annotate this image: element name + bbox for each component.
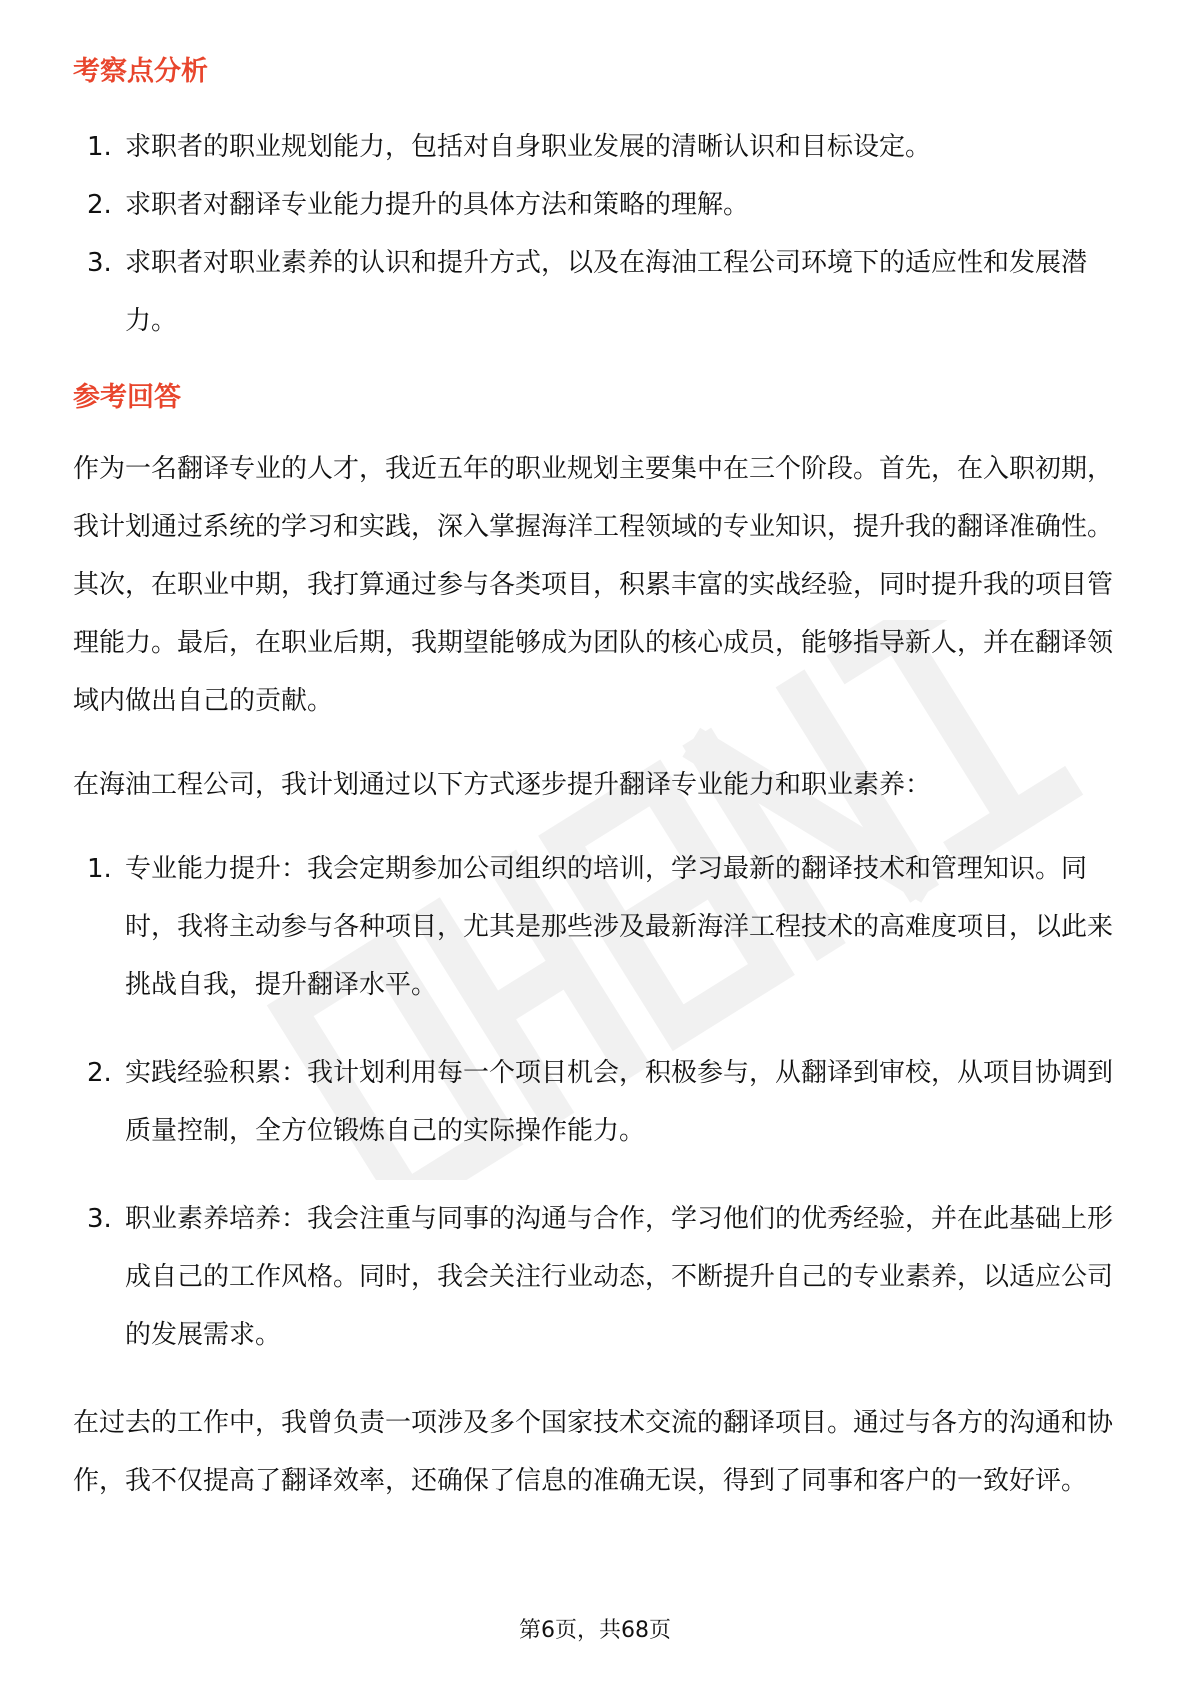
analysis-list: [73, 118, 1118, 350]
list-number: 1.: [87, 854, 112, 884]
list-item-text: 职业素养培养：我会注重与同事的沟通与合作，学习他们的优秀经验，并在此基础上形成自己的工作风格。同时，我会关注行业动态，不断提升自己的专业素养，以适应公司的发展需求。: [125, 1204, 1114, 1350]
answer-intro-paragraph: 作为一名翻译专业的人才，我近五年的职业规划主要集中在三个阶段。首先，在入职初期，我计划通过系统的学习和实践，深入掌握海洋工程领域的专业知识，提升我的翻译准确性。其次，在职业中期，我打算通过参与各类项目，积累丰富的实战经验，同时提升我的项目管理能力。最后，在职业后期，我期望能够成为团队的核心成员，能够指导新人，并在翻译领域内做出自己的贡献。: [73, 454, 1114, 716]
list-item: [73, 176, 1118, 234]
list-item: [73, 840, 1118, 1014]
answer-list: [73, 840, 1118, 1364]
list-item: [73, 118, 1118, 176]
list-number: 1.: [87, 132, 112, 162]
list-item-text: 求职者对翻译专业能力提升的具体方法和策略的理解。: [125, 190, 750, 220]
answer-lead-paragraph: 在海油工程公司，我计划通过以下方式逐步提升翻译专业能力和职业素养：: [73, 770, 932, 800]
list-item-text: 实践经验积累：我计划利用每一个项目机会，积极参与，从翻译到审校，从项目协调到质量控制，全方位锻炼自己的实际操作能力。: [125, 1058, 1114, 1146]
list-item: [73, 234, 1118, 350]
list-item: [73, 1190, 1118, 1364]
page-number: 第6页，共68页: [519, 1618, 671, 1643]
list-item-text: 求职者对职业素养的认识和提升方式，以及在海油工程公司环境下的适应性和发展潜力。: [125, 248, 1088, 336]
answer-closing-paragraph: 在过去的工作中，我曾负责一项涉及多个国家技术交流的翻译项目。通过与各方的沟通和协作，我不仅提高了翻译效率，还确保了信息的准确无误，得到了同事和客户的一致好评。: [73, 1408, 1114, 1496]
list-number: 3.: [87, 1204, 112, 1234]
list-item-text: 求职者的职业规划能力，包括对自身职业发展的清晰认识和目标设定。: [125, 132, 932, 162]
list-number: 3.: [87, 248, 112, 278]
document-content: [73, 52, 1118, 1510]
section-title-reference-answer: 参考回答: [73, 382, 181, 413]
list-number: 2.: [87, 1058, 112, 1088]
list-item-text: 专业能力提升：我会定期参加公司组织的培训，学习最新的翻译技术和管理知识。同时，我将主动参与各种项目，尤其是那些涉及最新海洋工程技术的高难度项目，以此来挑战自我，提升翻译水平。: [125, 854, 1114, 1000]
list-number: 2.: [87, 190, 112, 220]
section-title-analysis: 考察点分析: [73, 56, 208, 87]
list-item: [73, 1044, 1118, 1160]
